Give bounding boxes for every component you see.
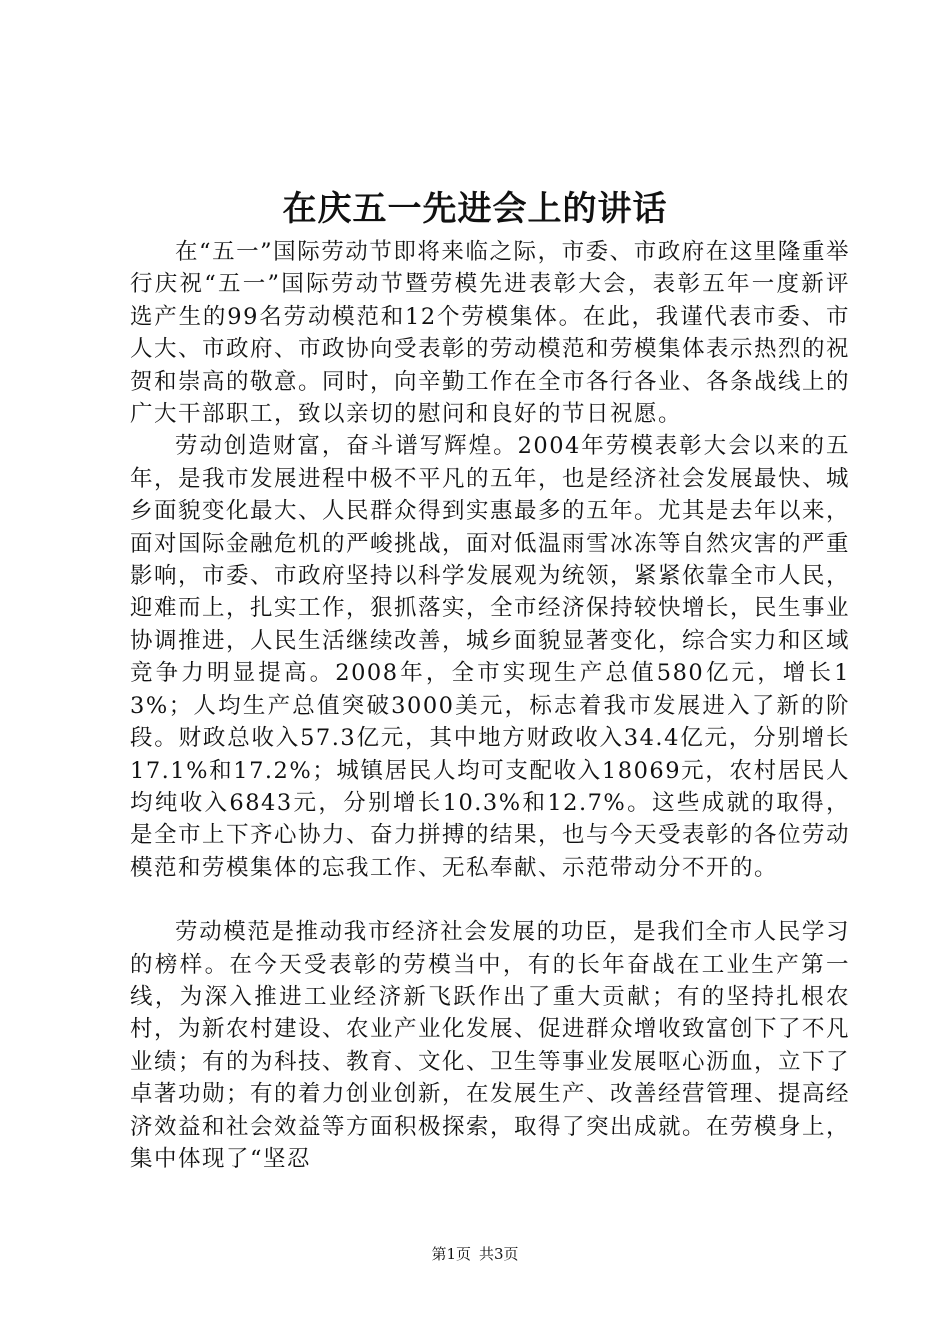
paragraph-2: 劳动创造财富，奋斗谱写辉煌。2004年劳模表彰大会以来的五年，是我市发展进程中极不平凡的五年，也是经济社会发展最快、城乡面貌变化最大、人民群众得到实惠最多的五年。尤其是去年以来，面对国际金融危机的严峻挑战，面对低温雨雪冰冻等自然灾害的严重影响，市委、市政府坚持以科学发展观为统领，紧紧依靠全市人民，迎难而上，扎实工作，狠抓落实，全市经济保持较快增长，民生事业协调推进，人民生活继续改善，城乡面貌显著变化，综合实力和区域竞争力明显提高。2008年，全市实现生产总值580亿元，增长13%；人均生产总值突破3000美元，标志着我市发展进入了新的阶段。财政总收入57.3亿元，其中地方财政收入34.4亿元，分别增长17.1%和17.2%；城镇居民人均可支配收入18069元，农村居民人均纯收入6843元，分别增长10.3%和12.7%。这些成就的取得，是全市上下齐心协力、奋力拼搏的结果，也与今天受表彰的各位劳动模范和劳模集体的忘我工作、无私奉献、示范带动分不开的。 [130, 433, 851, 881]
document-body [130, 236, 850, 1175]
paragraph-1: 在“五一”国际劳动节即将来临之际，市委、市政府在这里隆重举行庆祝“五一”国际劳动节暨劳模先进表彰大会，表彰五年一度新评选产生的99名劳动模范和12个劳模集体。在此，我谨代表市委、市人大、市政府、市政协向受表彰的劳动模范和劳模集体表示热烈的祝贺和崇高的敬意。同时，向辛勤工作在全市各行各业、各条战线上的广大干部职工，致以亲切的慰问和良好的节日祝愿。 [130, 239, 851, 428]
document-title: 在庆五一先进会上的讲话 [282, 189, 668, 229]
paragraph-3: 劳动模范是推动我市经济社会发展的功臣，是我们全市人民学习的榜样。在今天受表彰的劳模当中，有的长年奋战在工业生产第一线，为深入推进工业经济新飞跃作出了重大贡献；有的坚持扎根农村，为新农村建设、农业产业化发展、促进群众增收致富创下了不凡业绩；有的为科技、教育、文化、卫生等事业发展呕心沥血，立下了卓著功勋；有的着力创业创新，在发展生产、改善经营管理、提高经济效益和社会效益等方面积极探索，取得了突出成就。在劳模身上，集中体现了“坚忍 [130, 919, 851, 1172]
page-number: 第1页 [431, 1245, 471, 1263]
paragraph-gap [130, 884, 850, 916]
page-total: 共3页 [479, 1245, 519, 1263]
page-footer [0, 1244, 950, 1264]
